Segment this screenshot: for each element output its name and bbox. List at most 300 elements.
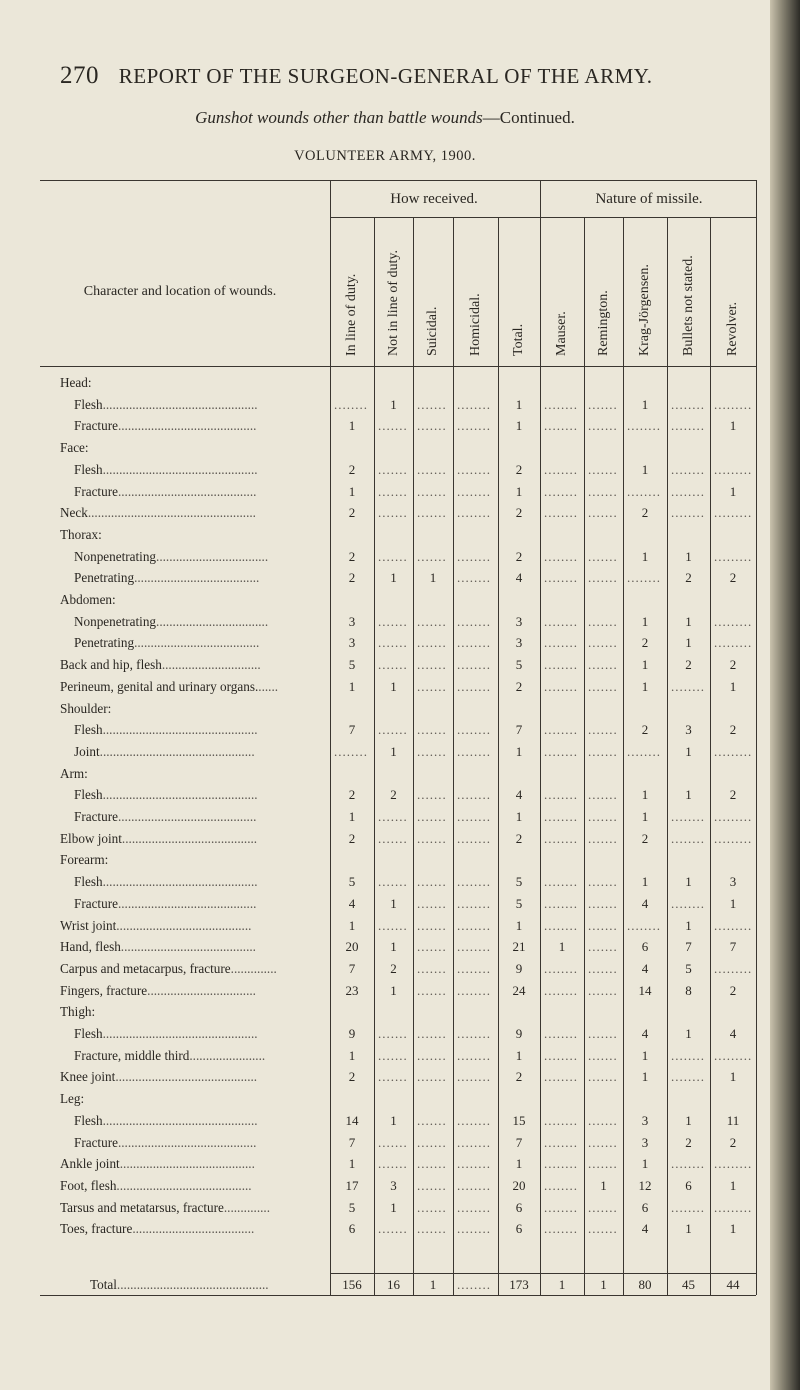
empty-cell: ....... (417, 982, 447, 998)
empty-cell: ....... (378, 613, 408, 629)
table-cell: 1 (685, 613, 692, 629)
row-label-text: Fracture (74, 418, 118, 434)
row-label: Fingers, fracture................................. (60, 982, 256, 998)
empty-cell: ....... (378, 809, 408, 824)
empty-cell: ........ (457, 743, 491, 759)
empty-cell: ........ (457, 1047, 491, 1063)
table-cell: 6 (515, 1199, 523, 1215)
empty-cell: ........ (544, 548, 578, 564)
row-label-text: Thigh: (60, 1004, 96, 1020)
empty-cell: ........ (544, 960, 578, 976)
table-cell: 1 (390, 570, 397, 586)
empty-cell: ........ (671, 895, 705, 911)
empty-cell: ........ (457, 982, 491, 998)
table-cell: 3 (641, 1112, 649, 1128)
row-label-text: Fracture, middle third (74, 1047, 190, 1063)
empty-cell: ........ (671, 678, 705, 694)
row-label: Foot, flesh......................................... (60, 1177, 252, 1193)
empty-cell: ........ (457, 960, 491, 976)
empty-cell: ........ (544, 570, 578, 586)
table-cell: 1 (348, 809, 356, 824)
table-bottom-rule (40, 1295, 756, 1296)
row-label-text: Nonpenetrating (74, 613, 157, 629)
row-label: Knee joint........................................... (60, 1069, 258, 1085)
total-cell: 44 (726, 1277, 740, 1292)
table-cell: 14 (638, 982, 652, 998)
empty-cell: ........ (457, 657, 491, 673)
subtitle-continued: —Continued. (482, 108, 575, 127)
table-cell: 1 (729, 418, 737, 434)
group-rule (330, 217, 756, 218)
row-label-text: Toes, fracture (60, 1221, 133, 1237)
row-label: Flesh............................................... (74, 1112, 258, 1128)
empty-cell: ........ (457, 1069, 491, 1085)
empty-cell: ........ (457, 483, 491, 499)
table-cell: 1 (729, 1221, 737, 1237)
empty-cell: ........ (671, 396, 705, 412)
row-label-text: Elbow joint (60, 830, 122, 846)
table-cell: 1 (685, 743, 692, 759)
empty-cell: ....... (417, 613, 447, 629)
row-label: Fracture.......................................... (74, 1134, 257, 1150)
table-cell: 5 (515, 895, 523, 911)
table-cell: 6 (348, 1221, 356, 1237)
column-header: Not in line of duty. (385, 249, 401, 356)
empty-cell: ....... (417, 483, 447, 499)
table-cell: 20 (345, 939, 359, 955)
table-cell: 20 (512, 1177, 526, 1193)
empty-cell: ........ (457, 1156, 491, 1172)
empty-cell: ....... (417, 548, 447, 564)
empty-cell: ....... (417, 787, 447, 803)
empty-cell: ........ (457, 461, 491, 477)
empty-cell: ......... (714, 548, 753, 564)
empty-cell: ........ (457, 1221, 491, 1237)
row-label-text: Fingers, fracture (60, 982, 148, 998)
total-label-text: Total (90, 1277, 117, 1292)
column-header: Bullets not stated. (680, 255, 696, 356)
table-cell: 1 (729, 483, 737, 499)
table-cell: 1 (729, 1177, 737, 1193)
row-label-text: Flesh (74, 461, 103, 477)
row-label-text: Forearm: (60, 852, 109, 868)
empty-cell: ........ (627, 570, 661, 586)
empty-cell: ........ (544, 418, 578, 434)
table-cell: 2 (515, 830, 523, 846)
empty-cell: ....... (417, 939, 447, 955)
row-label-text: Flesh (74, 787, 103, 803)
empty-cell: ......... (714, 613, 753, 629)
column-rule (330, 180, 331, 1295)
empty-cell: ....... (378, 1026, 408, 1041)
table-cell: 1 (515, 809, 523, 824)
empty-cell: ......... (714, 1199, 753, 1215)
table-cell: 2 (685, 1134, 692, 1150)
empty-cell: ....... (588, 1047, 618, 1063)
empty-cell: ....... (588, 722, 618, 738)
empty-cell: ........ (671, 1069, 705, 1085)
empty-cell: ....... (417, 895, 447, 911)
table-cell: 24 (512, 982, 526, 998)
table-cell: 15 (512, 1112, 526, 1128)
empty-cell: ....... (378, 1069, 408, 1085)
empty-cell: ........ (457, 570, 491, 586)
row-label: Flesh............................................... (74, 722, 258, 738)
empty-cell: ....... (588, 939, 618, 955)
table-cell: 1 (641, 787, 649, 803)
empty-cell: ....... (417, 1177, 447, 1193)
table-cell: 9 (515, 960, 523, 976)
table-cell: 2 (729, 570, 737, 586)
table-cell: 2 (641, 722, 649, 738)
table-cell: 2 (515, 461, 523, 477)
empty-cell: ....... (417, 396, 447, 412)
table-cell: 4 (729, 1026, 737, 1041)
empty-cell: ....... (417, 1221, 447, 1237)
empty-cell: ........ (671, 1199, 705, 1215)
empty-cell: ........ (544, 1156, 578, 1172)
row-label (60, 1092, 84, 1105)
empty-cell: ........ (544, 613, 578, 629)
row-label: Hand, flesh......................................... (60, 939, 256, 955)
empty-cell: ........ (627, 483, 661, 499)
empty-cell: ........ (457, 1112, 491, 1128)
table-cell: 1 (390, 939, 397, 955)
empty-cell: ....... (378, 418, 408, 434)
empty-cell: ........ (457, 1026, 491, 1041)
table-cell: 1 (685, 548, 692, 564)
empty-cell: ....... (588, 418, 618, 434)
total-cell: 173 (509, 1277, 529, 1292)
empty-cell: ........ (457, 1177, 491, 1193)
empty-cell: ....... (588, 895, 618, 911)
empty-cell: ....... (378, 1221, 408, 1237)
table-cell: 2 (641, 635, 649, 651)
row-label-text: Fracture (74, 809, 118, 824)
table-top-rule (40, 180, 756, 181)
table-cell: 2 (348, 505, 356, 521)
empty-cell: ........ (671, 461, 705, 477)
empty-cell: ........ (457, 418, 491, 434)
total-cell: 1 (429, 1277, 437, 1292)
table-cell: 1 (729, 895, 737, 911)
row-label-text: Flesh (74, 1112, 103, 1128)
table-cell: 3 (685, 722, 692, 738)
table-cell: 1 (641, 613, 649, 629)
total-cell: 1 (558, 1277, 566, 1292)
table-cell: 2 (685, 570, 692, 586)
empty-cell: ....... (588, 657, 618, 673)
empty-cell: ........ (544, 635, 578, 651)
empty-cell: ........ (457, 1199, 491, 1215)
table-cell: 1 (641, 678, 649, 694)
row-label-text: Thorax: (60, 526, 102, 542)
column-rule (756, 180, 757, 1295)
row-label-text: Fracture (74, 483, 118, 499)
table-cell: 1 (685, 1221, 692, 1237)
row-label: Fracture.......................................... (74, 895, 257, 911)
empty-cell: ........ (457, 809, 491, 824)
table-cell: 1 (515, 1047, 523, 1063)
row-label-text: Head: (60, 375, 92, 390)
total-cell: 16 (387, 1277, 400, 1292)
empty-cell: ....... (417, 1112, 447, 1128)
table-cell: 2 (729, 722, 737, 738)
empty-cell: ........ (544, 1134, 578, 1150)
section-heading: VOLUNTEER ARMY, 1900. (294, 148, 476, 164)
row-label-text: Arm: (60, 765, 88, 781)
row-label-text: Wrist joint (60, 917, 117, 933)
empty-cell: ....... (417, 743, 447, 759)
table-cell: 4 (515, 570, 523, 586)
empty-cell: ........ (544, 1221, 578, 1237)
group-nature-of-missile: Nature of missile. (595, 191, 703, 207)
row-label-text: Knee joint (60, 1069, 116, 1085)
empty-cell: ........ (544, 1047, 578, 1063)
table-cell: 3 (348, 635, 356, 651)
table-cell: 1 (641, 657, 649, 673)
row-label: Penetrating...................................... (74, 570, 260, 586)
empty-cell: ....... (417, 461, 447, 477)
row-label-text: Penetrating (74, 570, 135, 586)
empty-cell: ....... (417, 960, 447, 976)
table-cell: 9 (515, 1026, 523, 1041)
empty-cell: ........ (671, 830, 705, 846)
row-label-text: Face: (60, 440, 89, 456)
empty-cell: ....... (417, 809, 447, 824)
table-cell: 1 (641, 874, 649, 890)
table-cell: 2 (641, 830, 649, 846)
empty-cell: ........ (671, 483, 705, 499)
table-cell: 2 (390, 787, 397, 803)
empty-cell: ........ (544, 657, 578, 673)
row-label-text: Leg: (60, 1091, 85, 1107)
empty-cell: ....... (588, 396, 618, 412)
empty-cell: ........ (334, 396, 368, 412)
character-header: Character and location of wounds. (83, 284, 277, 299)
table-cell: 1 (390, 743, 397, 759)
table-cell: 2 (685, 657, 692, 673)
column-header: Suicidal. (425, 306, 440, 356)
column-header: Total. (511, 323, 526, 356)
table-cell: 5 (515, 874, 523, 890)
table-cell: 1 (515, 483, 523, 499)
empty-cell: ......... (714, 396, 753, 412)
empty-cell: ....... (378, 548, 408, 564)
empty-cell: ....... (378, 657, 408, 673)
empty-cell: ........ (544, 678, 578, 694)
row-label-text: Flesh (74, 722, 103, 738)
row-label-text: Fracture (74, 895, 118, 911)
table-cell: 21 (512, 939, 526, 955)
table-cell: 5 (348, 657, 356, 673)
empty-cell: ........ (457, 830, 491, 846)
empty-cell: ........ (457, 635, 491, 651)
row-label-text: Shoulder: (60, 700, 112, 716)
table-cell: 2 (348, 548, 356, 564)
table-cell: 4 (641, 1026, 649, 1041)
empty-cell: ....... (588, 548, 618, 564)
empty-cell: ......... (714, 830, 753, 846)
empty-cell: ....... (588, 1221, 618, 1237)
empty-cell: ....... (417, 830, 447, 846)
empty-cell: ......... (714, 917, 753, 933)
empty-cell: ........ (544, 1112, 578, 1128)
row-label (60, 767, 88, 780)
table-cell: 3 (390, 1177, 397, 1193)
empty-cell: ....... (378, 830, 408, 846)
empty-cell: ........ (457, 548, 491, 564)
row-label-text: Tarsus and metatarsus, fracture (60, 1199, 224, 1215)
row-label (60, 1005, 95, 1018)
empty-cell: ......... (714, 1156, 753, 1172)
column-rule (584, 217, 585, 1295)
row-label-text: Hand, flesh (60, 939, 121, 955)
empty-cell: ....... (378, 1134, 408, 1150)
table-cell: 1 (685, 635, 692, 651)
table-cell: 7 (685, 939, 692, 955)
row-label: Flesh............................................... (74, 874, 258, 890)
table-cell: 5 (348, 1199, 356, 1215)
table-cell: 5 (348, 874, 356, 890)
row-label: Flesh............................................... (74, 461, 258, 477)
row-label-text: Perineum, genital and urinary organs. (60, 678, 259, 694)
empty-cell: ........ (457, 505, 491, 521)
row-label: Back and hip, flesh.............................. (60, 657, 261, 673)
empty-cell: ....... (378, 483, 408, 499)
empty-cell: ....... (588, 1156, 618, 1172)
empty-cell: ......... (714, 505, 753, 521)
table-cell: 1 (641, 396, 649, 412)
table-cell: 1 (729, 678, 737, 694)
empty-cell: ........ (544, 743, 578, 759)
row-label: Perineum, genital and urinary organs....... (60, 678, 279, 694)
empty-cell: ....... (588, 570, 618, 586)
table-cell: 6 (515, 1221, 523, 1237)
row-label (60, 853, 108, 866)
running-title: REPORT OF THE SURGEON-GENERAL OF THE ARMY. (118, 64, 653, 88)
table-cell: 4 (641, 895, 649, 911)
column-header: Mauser. (554, 311, 569, 356)
row-label: Elbow joint......................................... (60, 830, 258, 846)
empty-cell: ....... (417, 1134, 447, 1150)
table-cell: 1 (348, 483, 356, 499)
table-cell: 1 (390, 396, 397, 412)
table-cell: 2 (729, 982, 737, 998)
table-cell: 3 (729, 874, 737, 890)
empty-cell: ....... (588, 635, 618, 651)
column-rule (453, 217, 454, 1295)
empty-cell: ........ (457, 874, 491, 890)
table-cell: 2 (515, 678, 523, 694)
table-cell: 1 (429, 570, 437, 586)
empty-cell: ....... (588, 830, 618, 846)
table-cell: 8 (685, 982, 692, 998)
row-label: Carpus and metacarpus, fracture.............. (60, 960, 277, 976)
row-label-text: Flesh (74, 1026, 103, 1041)
empty-cell: ....... (378, 635, 408, 651)
empty-cell: ....... (378, 874, 408, 890)
empty-cell: ........ (457, 396, 491, 412)
empty-cell: ........ (671, 809, 705, 824)
empty-cell: ......... (714, 635, 753, 651)
empty-cell: ....... (588, 1069, 618, 1085)
empty-cell: ......... (714, 461, 753, 477)
empty-cell: ........ (334, 743, 368, 759)
row-label: Nonpenetrating.................................. (74, 548, 269, 564)
table-cell: 2 (729, 787, 737, 803)
empty-cell: ......... (714, 809, 753, 824)
empty-cell: ....... (588, 874, 618, 890)
empty-cell: ....... (417, 874, 447, 890)
empty-cell: ........ (457, 613, 491, 629)
empty-cell: ........ (544, 1177, 578, 1193)
empty-cell: ....... (417, 917, 447, 933)
table-cell: 4 (641, 1221, 649, 1237)
empty-cell: ....... (378, 461, 408, 477)
group-how-received: How received. (390, 191, 478, 207)
row-label: Flesh............................................... (74, 787, 258, 803)
table-cell: 12 (638, 1177, 652, 1193)
table-cell: 7 (348, 1134, 356, 1150)
table-cell: 4 (515, 787, 523, 803)
empty-cell: ........ (544, 895, 578, 911)
row-label-text: Penetrating (74, 635, 135, 651)
table-cell: 1 (685, 1026, 692, 1041)
table-cell: 4 (641, 960, 649, 976)
row-label: Flesh............................................... (74, 1026, 258, 1041)
total-cell: 80 (638, 1277, 652, 1292)
row-label (60, 528, 102, 541)
row-label: Fracture.......................................... (74, 418, 257, 434)
table-cell: 7 (348, 960, 356, 976)
row-label: Joint............................................... (74, 743, 255, 759)
empty-cell: ....... (588, 678, 618, 694)
column-header: Homicidal. (467, 293, 483, 356)
table-cell: 1 (390, 1199, 397, 1215)
empty-cell: ....... (588, 505, 618, 521)
table-cell: 7 (515, 722, 523, 738)
empty-cell: ....... (378, 505, 408, 521)
empty-cell: ....... (417, 1026, 447, 1041)
row-label: Penetrating...................................... (74, 635, 260, 651)
subtitle-italic: Gunshot wounds other than battle wounds (195, 108, 483, 127)
empty-cell: ........ (457, 1134, 491, 1150)
table-cell: 1 (558, 939, 566, 955)
empty-cell: ....... (588, 917, 618, 933)
empty-cell: ....... (378, 1047, 408, 1063)
empty-cell: ....... (417, 505, 447, 521)
table-cell: 2 (348, 461, 356, 477)
empty-cell: ......... (714, 743, 753, 759)
empty-cell: ........ (627, 743, 661, 759)
empty-cell: ......... (714, 1047, 753, 1063)
empty-cell: ........ (544, 396, 578, 412)
table-cell: 7 (515, 1134, 523, 1150)
table-cell: 1 (390, 982, 397, 998)
table-cell: 1 (641, 548, 649, 564)
empty-cell: ........ (457, 678, 491, 694)
table-cell: 9 (348, 1026, 356, 1041)
empty-cell: ....... (417, 418, 447, 434)
empty-cell: ........ (544, 483, 578, 499)
row-label-text: Joint (74, 743, 100, 759)
table-cell: 1 (685, 917, 692, 933)
table-cell: 5 (685, 960, 692, 976)
table-cell: 3 (515, 613, 523, 629)
page-number: 270 (60, 62, 99, 89)
row-label-text: Fracture (74, 1134, 118, 1150)
